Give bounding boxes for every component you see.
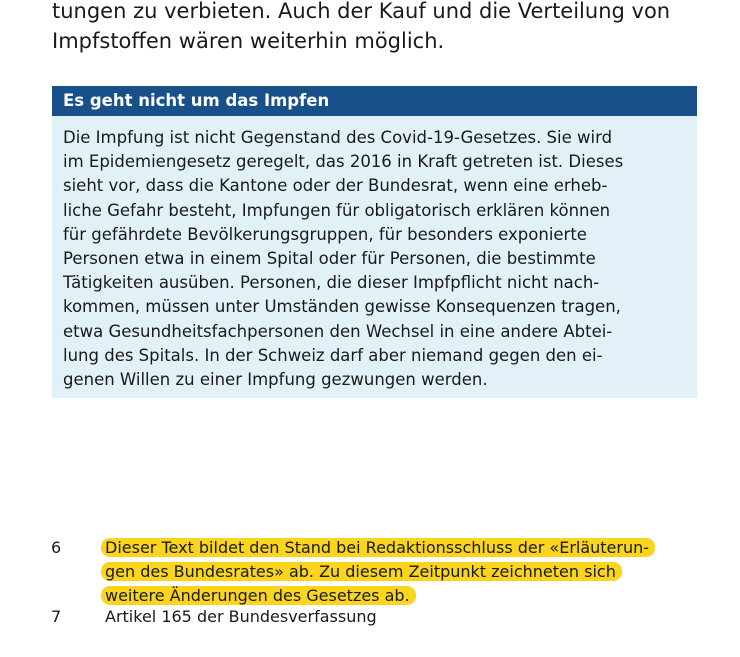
footnote-number: 6 xyxy=(51,538,62,557)
info-box-line: sieht vor, dass die Kantone oder der Bundesrat, wenn eine erheb- xyxy=(63,176,608,196)
highlighted-footnote-line: gen des Bundesrates» ab. Zu diesem Zeitpunkt zeichneten sich xyxy=(101,562,622,581)
highlighted-footnote-line: weitere Änderungen des Gesetzes ab. xyxy=(101,586,416,605)
highlighted-footnote-line: Dieser Text bildet den Stand bei Redaktionsschluss der «Erläuterun- xyxy=(101,538,655,557)
info-box-line: etwa Gesundheitsfachpersonen den Wechsel in eine andere Abtei- xyxy=(63,321,613,341)
info-box-body xyxy=(63,126,691,392)
info-box-line: genen Willen zu einer Impfung gezwungen werden. xyxy=(63,370,488,390)
info-box-line: kommen, müssen unter Umständen gewisse Konsequenzen tragen, xyxy=(63,297,621,317)
info-box-line: für gefährdete Bevölkerungsgruppen, für besonders exponierte xyxy=(63,224,587,244)
intro-line: Impfstoffen wären weiterhin möglich. xyxy=(52,29,445,53)
info-box-line: liche Gefahr besteht, Impfungen für obligatorisch erklären können xyxy=(63,200,611,220)
info-box-line: im Epidemiengesetz geregelt, das 2016 in Kraft getreten ist. Dieses xyxy=(63,152,624,172)
intro-line: tungen zu verbieten. Auch der Kauf und die Verteilung von xyxy=(52,0,671,23)
footnote-line: Artikel 165 der Bundesverfassung xyxy=(105,607,377,626)
info-box-line: Tätigkeiten ausüben. Personen, die dieser Impfpflicht nicht nach- xyxy=(63,273,600,293)
info-box-line: lung des Spitals. In der Schweiz darf aber niemand gegen den ei- xyxy=(63,345,603,365)
info-box-line: Personen etwa in einem Spital oder für Personen, die bestimmte xyxy=(63,249,596,269)
footnote-text xyxy=(105,536,730,608)
footnote-number: 7 xyxy=(51,607,62,626)
footnote-text xyxy=(105,605,730,629)
info-box-line: Die Impfung ist nicht Gegenstand des Covid-19-Gesetzes. Sie wird xyxy=(63,128,613,147)
intro-paragraph xyxy=(52,0,712,56)
info-box-title: Es geht nicht um das Impfen xyxy=(52,86,697,116)
info-box xyxy=(52,86,697,398)
